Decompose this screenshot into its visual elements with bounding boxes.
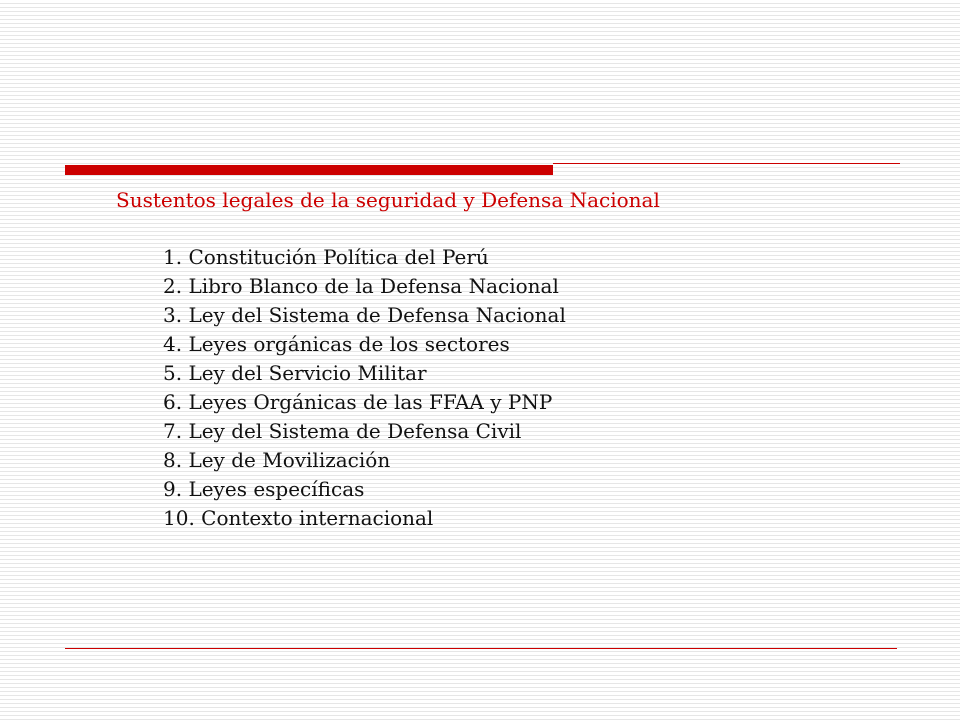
list-item: 3. Ley del Sistema de Defensa Nacional (163, 303, 566, 327)
list-item: 4. Leyes orgánicas de los sectores (163, 332, 510, 356)
list-item: 1. Constitución Política del Perú (163, 245, 489, 269)
list-item: 2. Libro Blanco de la Defensa Nacional (163, 274, 559, 298)
list-item: 6. Leyes Orgánicas de las FFAA y PNP (163, 390, 553, 414)
footer-rule (65, 648, 897, 649)
list-item: 8. Ley de Movilización (163, 448, 391, 472)
title-accent-bar (65, 165, 553, 175)
list-item: 5. Ley del Servicio Militar (163, 361, 427, 385)
list-item: 9. Leyes específicas (163, 477, 365, 501)
list-item: 7. Ley del Sistema de Defensa Civil (163, 419, 522, 443)
list-item: 10. Contexto internacional (163, 506, 434, 530)
legal-basis-list (163, 243, 566, 533)
slide-title: Sustentos legales de la seguridad y Defensa Nacional (116, 188, 660, 212)
title-accent-rule (553, 163, 900, 164)
